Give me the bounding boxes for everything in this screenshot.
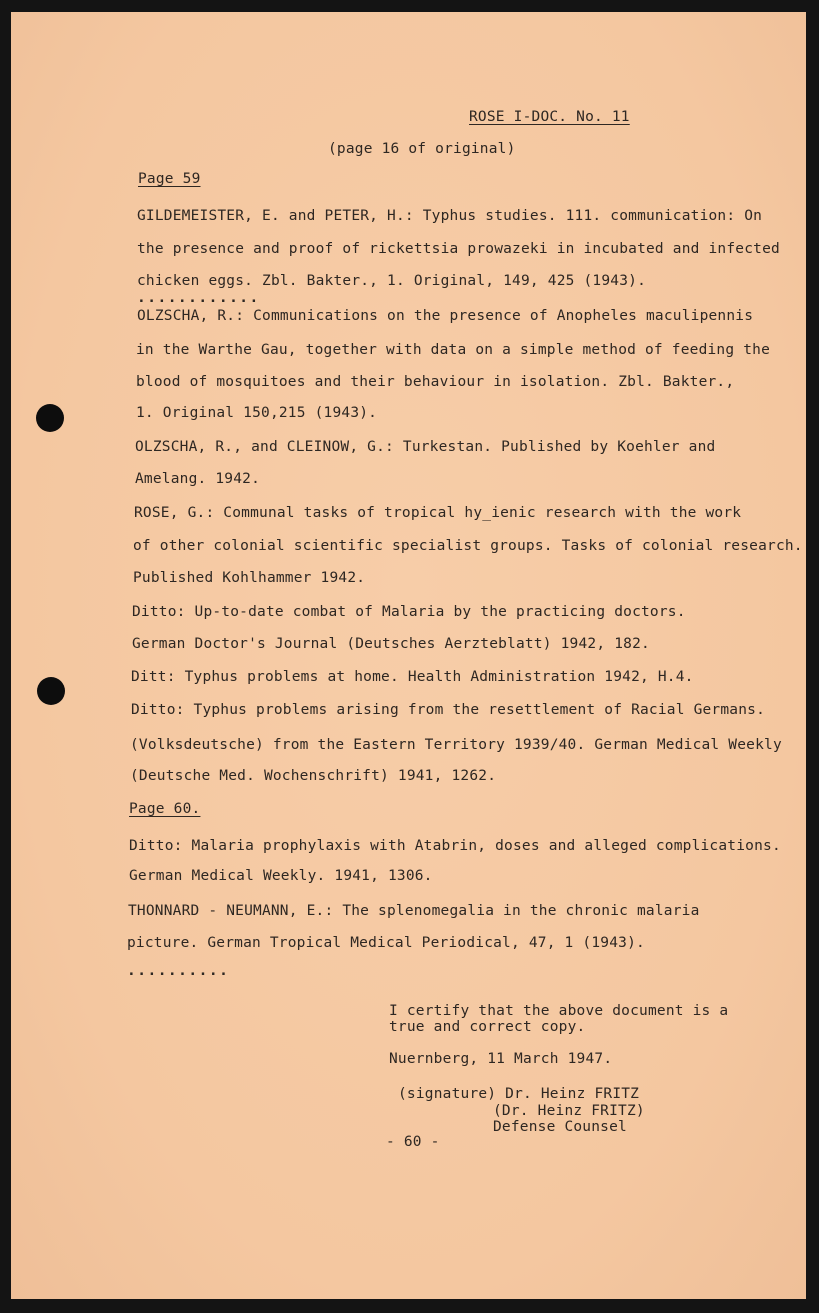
punch-hole: [37, 677, 65, 705]
text-line: Ditto: Malaria prophylaxis with Atabrin, doses and alleged complications.: [129, 838, 781, 854]
text-line: ROSE, G.: Communal tasks of tropical hy_ienic research with the work: [134, 505, 742, 521]
text-line: Amelang. 1942.: [135, 471, 261, 487]
text-line: chicken eggs. Zbl. Bakter., 1. Original, 149, 425 (1943).: [137, 273, 646, 289]
text-line: 1. Original 150,215 (1943).: [136, 405, 378, 421]
document-reference: ROSE I-DOC. No. 11: [469, 109, 630, 125]
signature-line: (signature) Dr. Heinz FRITZ: [398, 1086, 640, 1102]
text-line: picture. German Tropical Medical Periodical, 47, 1 (1943).: [127, 935, 645, 951]
certification-text: I certify that the above document is a: [389, 1003, 729, 1019]
text-line: (Volksdeutsche) from the Eastern Territory 1939/40. German Medical Weekly: [130, 737, 782, 753]
text-line: THONNARD - NEUMANN, E.: The splenomegalia in the chronic malaria: [128, 903, 700, 919]
text-line: (Deutsche Med. Wochenschrift) 1941, 1262.: [130, 768, 497, 784]
dotted-separator: ............: [137, 290, 260, 306]
paper-sheet: [11, 12, 806, 1299]
page-heading: Page 59: [138, 171, 201, 187]
text-line: Ditto: Up-to-date combat of Malaria by the practicing doctors.: [132, 604, 686, 620]
signatory-name: (Dr. Heinz FRITZ): [493, 1103, 645, 1119]
text-line: OLZSCHA, R.: Communications on the presence of Anopheles maculipennis: [137, 308, 754, 324]
text-line: of other colonial scientific specialist groups. Tasks of colonial research.: [133, 538, 803, 554]
place-and-date: Nuernberg, 11 March 1947.: [389, 1051, 613, 1067]
text-line: OLZSCHA, R., and CLEINOW, G.: Turkestan. Published by Koehler and: [135, 439, 716, 455]
text-line: blood of mosquitoes and their behaviour in isolation. Zbl. Bakter.,: [136, 374, 735, 390]
text-line: in the Warthe Gau, together with data on a simple method of feeding the: [136, 342, 771, 358]
text-line: German Medical Weekly. 1941, 1306.: [129, 868, 433, 884]
text-line: Published Kohlhammer 1942.: [133, 570, 366, 586]
signatory-title: Defense Counsel: [493, 1119, 627, 1135]
punch-hole: [36, 404, 64, 432]
text-line: the presence and proof of rickettsia prowazeki in incubated and infected: [137, 241, 780, 257]
text-line: Ditto: Typhus problems arising from the resettlement of Racial Germans.: [131, 702, 766, 718]
certification-text: true and correct copy.: [389, 1019, 586, 1035]
text-line: German Doctor's Journal (Deutsches Aerzteblatt) 1942, 182.: [132, 636, 650, 652]
text-line: GILDEMEISTER, E. and PETER, H.: Typhus studies. 111. communication: On: [137, 208, 763, 224]
original-page-note: (page 16 of original): [328, 141, 516, 157]
text-line: Ditt: Typhus problems at home. Health Administration 1942, H.4.: [131, 669, 694, 685]
page-number: - 60 -: [386, 1134, 440, 1150]
dotted-separator: ..........: [127, 963, 230, 979]
page-heading: Page 60.: [129, 801, 201, 817]
